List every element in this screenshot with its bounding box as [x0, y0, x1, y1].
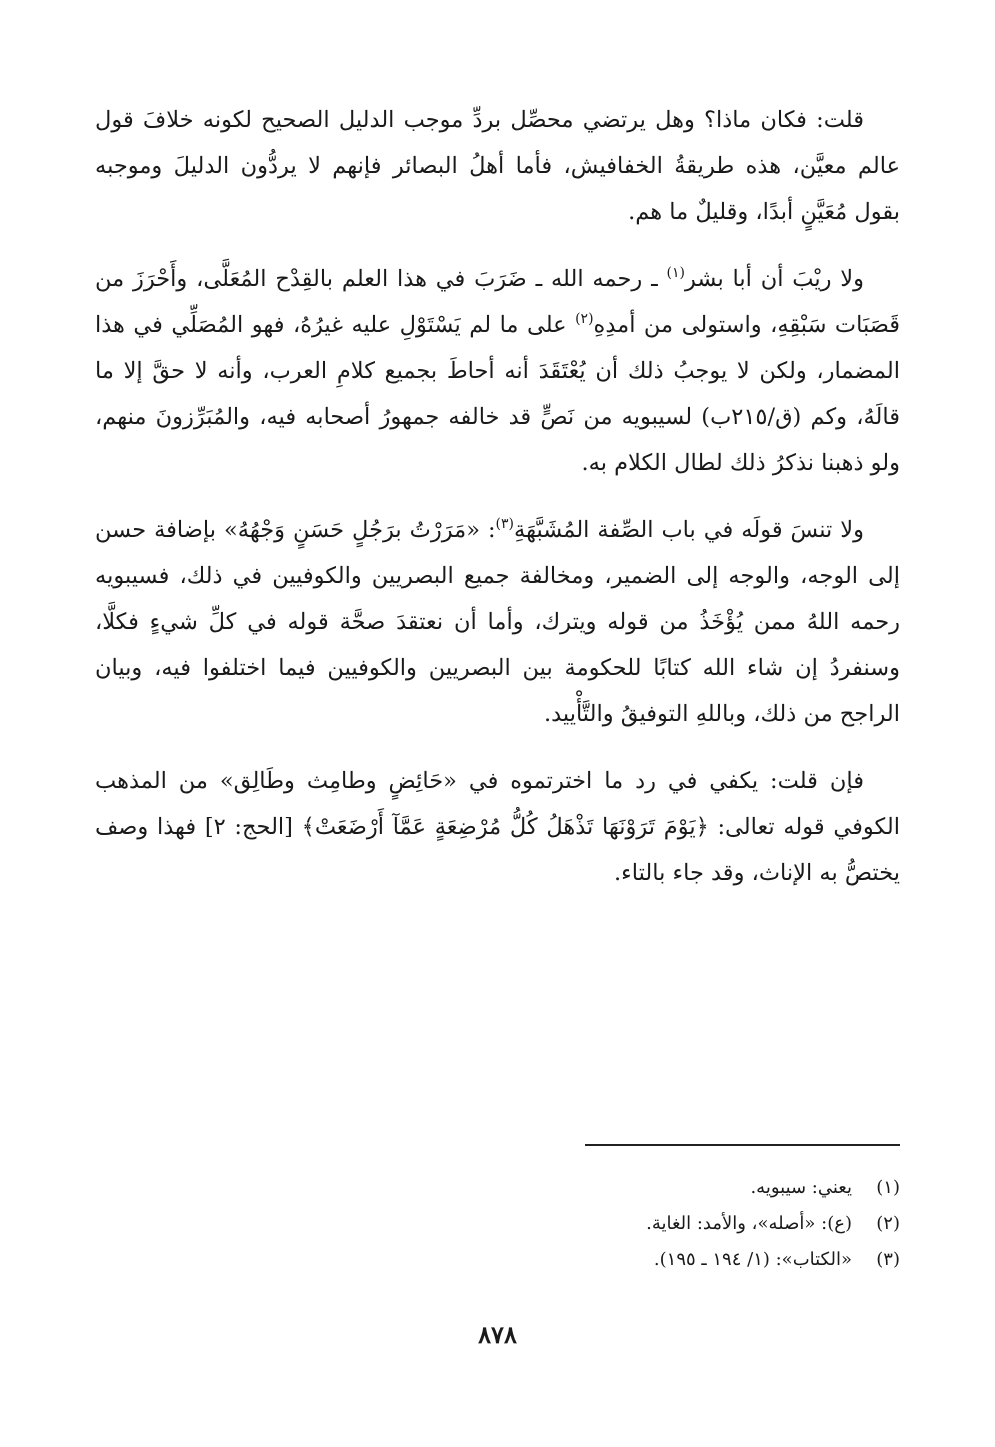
footnote-text: «الكتاب»: (١/ ١٩٤ ـ ١٩٥). — [653, 1249, 852, 1270]
footnotes — [95, 1170, 900, 1278]
paragraph-text: على ما لم يَسْتَوْلِ عليه غيرُهُ، فهو المُصَلِّي في هذا المضمار، ولكن لا يوجبُ ذلك أن يُعْتَقَدَ أنه أحاطَ بجميع كلامِ العرب، وأنه لا حقَّ إلا ما قالَهُ، وكم (ق/٢١٥ب) لسيبويه من نَصٍّ قد خالفه جمهورُ أصحابه فيه، والمُبَرِّزونَ منهم، ولو ذهبنا نذكرُ ذلك لطال الكلام به. — [95, 312, 900, 476]
footnote-number: (١) — [876, 1177, 900, 1198]
footnote-number: (٣) — [876, 1249, 900, 1270]
footnote-reference[interactable]: (٣) — [495, 516, 515, 533]
paragraph-text: فإن قلت: يكفي في رد ما اخترتموه في «حَائِضٍ وطامِث وطَالِق» من المذهب الكوفي قوله تعالى: ﴿يَوْمَ تَرَوْنَهَا تَذْهَلُ كُلُّ مُرْضِعَةٍ عَمَّآ أَرْضَعَتْ﴾ [الحج: ٢] فهذا وصف يختصُّ به الإناث، وقد جاء بالتاء. — [95, 768, 900, 886]
footnote-text: (ع): «أصله»، والأمد: الغاية. — [646, 1213, 852, 1234]
paragraph — [95, 98, 900, 235]
paragraph-text: ولا ريْبَ أن أبا بشر — [684, 266, 864, 293]
footnote — [95, 1242, 900, 1278]
footnote-separator — [585, 1144, 900, 1146]
footnote-reference[interactable]: (٢) — [575, 311, 594, 328]
footnote-text: يعني: سيبويه. — [750, 1177, 852, 1198]
paragraph-text: ولا تنسَ قولَه في باب الصِّفة المُشَبَّهَةِ — [514, 517, 864, 544]
footnote-number: (٢) — [876, 1213, 900, 1234]
main-text — [95, 98, 900, 897]
paragraph — [95, 257, 900, 486]
paragraph — [95, 759, 900, 896]
paragraph-text: ـ رحمه الله ـ ضَرَبَ في هذا العلم بالقِدْح المُعَلَّى، وأَحْرَزَ من قَصَبَات سَبْقِهِ، واستولى من أمدِهِ — [95, 266, 901, 339]
footnote — [95, 1170, 900, 1206]
paragraph — [95, 508, 900, 737]
paragraph-text: : «مَرَرْتُ برَجُلٍ حَسَنٍ وَجْهُهُ» بإضافة حسن إلى الوجه، والوجه إلى الضمير، ومخالفة جميع البصريين والكوفيين في ذلك، فسيبويه رحمه اللهُ ممن يُؤْخَذُ من قوله ويترك، وأما أن نعتقدَ صحَّة قوله في كلِّ شيءٍ فكلَّا، وسنفردُ إن شاء الله كتابًا للحكومة بين البصريين والكوفيين فيما اختلفوا فيه، وبيان الراجح من ذلك، وباللهِ التوفيقُ والتَّأْييد. — [95, 517, 900, 727]
footnote-reference[interactable]: (١) — [666, 265, 685, 282]
footnote — [95, 1206, 900, 1242]
page-number: ٨٧٨ — [478, 1320, 517, 1349]
paragraph-text: قلت: فكان ماذا؟ وهل يرتضي محصِّل بردِّ موجب الدليل الصحيح لكونه خلافَ قول عالم معيَّن، هذه طريقةُ الخفافيش، فأما أهلُ البصائر فإنهم لا يردُّون الدليلَ وموجبه بقول مُعَيَّنٍ أبدًا، وقليلٌ ما هم. — [95, 107, 900, 225]
